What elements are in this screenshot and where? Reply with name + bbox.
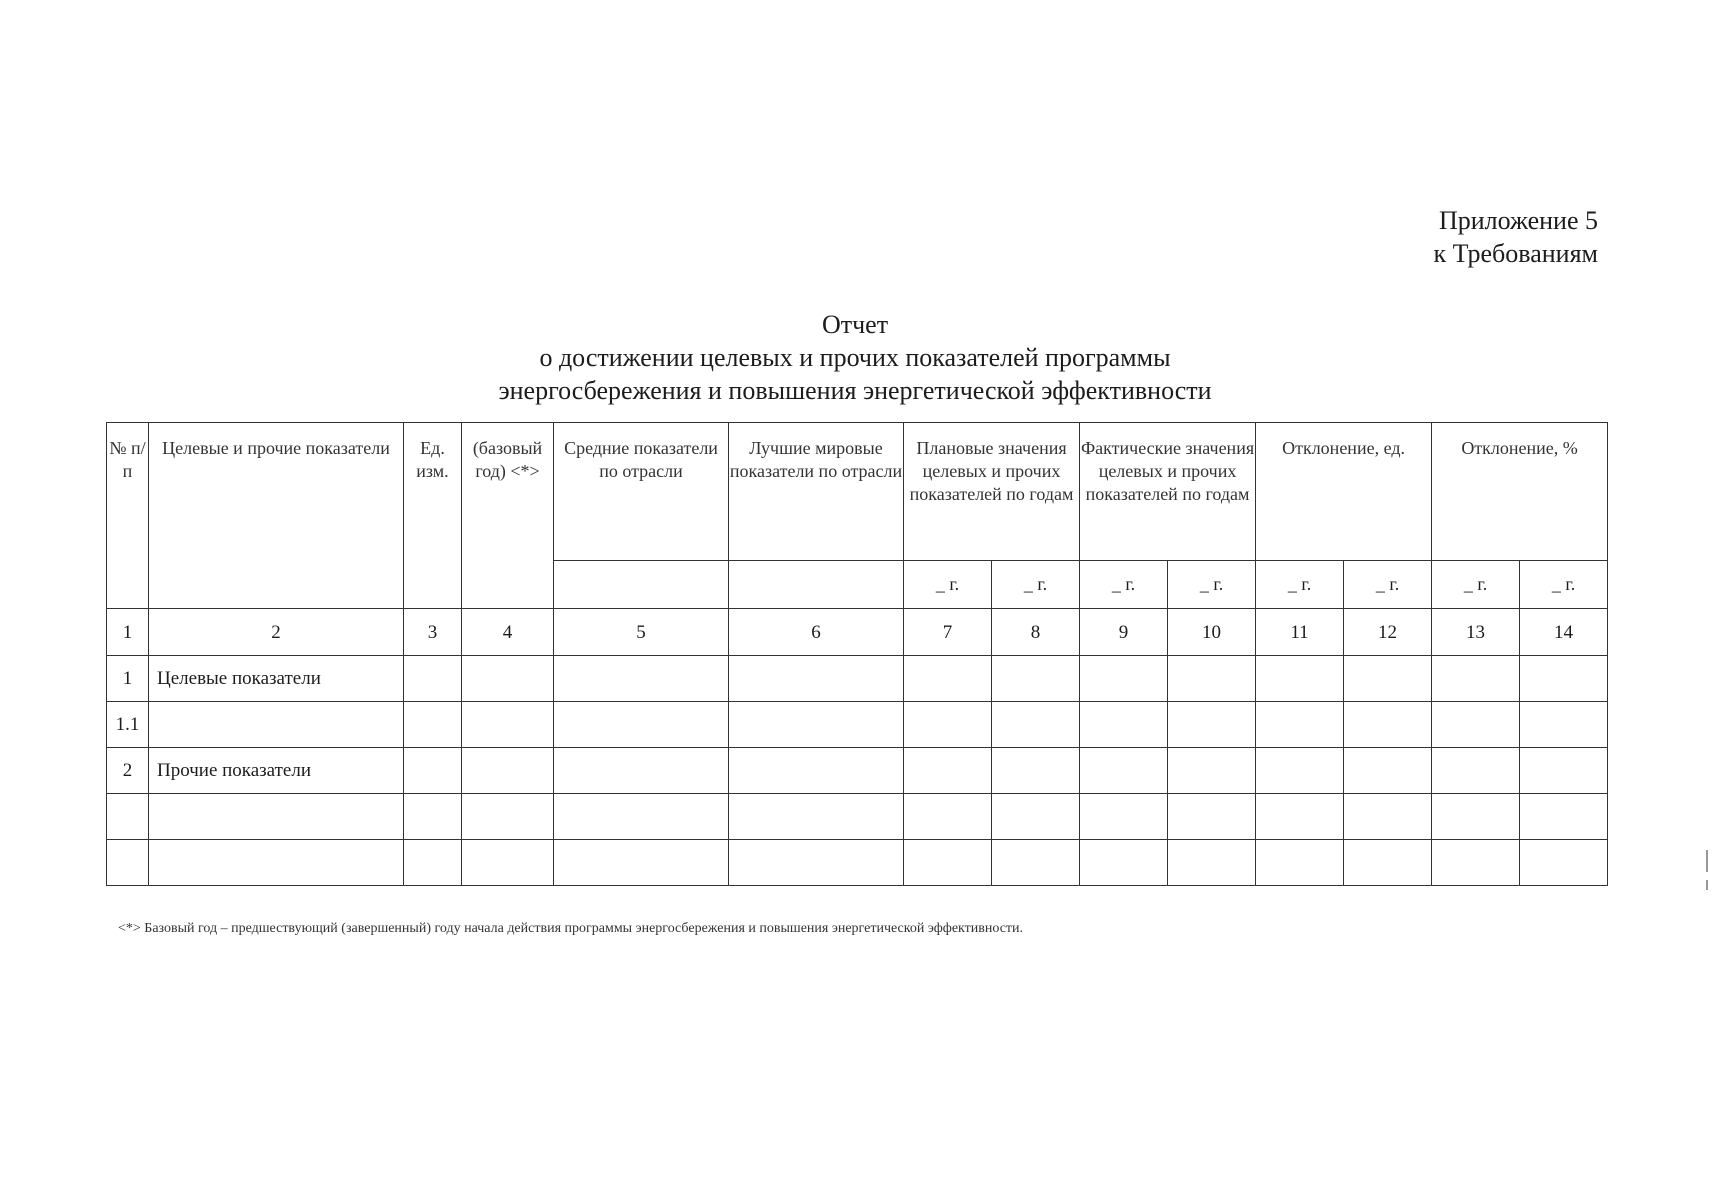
row-number: 1.1: [107, 702, 149, 748]
row-number: 2: [107, 748, 149, 794]
table-cell: [1080, 656, 1168, 702]
table-cell: [992, 840, 1080, 886]
footnote: <*> Базовый год – предшествующий (завершенный) году начала действия программы энергосбережения и повышения энергетической эффективности.: [118, 921, 1024, 936]
column-number: 10: [1168, 609, 1256, 656]
row-name: [149, 840, 404, 886]
table-cell: [992, 702, 1080, 748]
table-cell: [1520, 702, 1608, 748]
header-actual: Фактические значения целевых и прочих показателей по годам: [1080, 423, 1256, 561]
table-cell: [904, 656, 992, 702]
table-cell: [1256, 702, 1344, 748]
table-cell: [992, 656, 1080, 702]
table-cell: [1256, 794, 1344, 840]
header-row: [107, 423, 1608, 561]
table-cell: [1344, 702, 1432, 748]
table-cell: [1080, 702, 1168, 748]
table-cell: [904, 748, 992, 794]
header-deviation-percent: Отклонение, %: [1432, 423, 1608, 561]
column-number: 2: [149, 609, 404, 656]
table-cell: [729, 702, 904, 748]
table-row: [107, 748, 1608, 794]
table-cell: [462, 794, 554, 840]
row-number: [107, 794, 149, 840]
table-cell: [1256, 840, 1344, 886]
table-cell: [1432, 656, 1520, 702]
table-row: [107, 840, 1608, 886]
table-cell: [554, 794, 729, 840]
year-label: _ г.: [1344, 561, 1432, 609]
table-cell: [404, 702, 462, 748]
column-number: 7: [904, 609, 992, 656]
year-label: _ г.: [1080, 561, 1168, 609]
table-cell: [1344, 794, 1432, 840]
column-number: 8: [992, 609, 1080, 656]
table-row: [107, 794, 1608, 840]
report-table: [106, 422, 1608, 886]
scan-artifact: [1706, 880, 1708, 890]
table-cell: [462, 656, 554, 702]
column-number: 1: [107, 609, 149, 656]
table-cell: [1344, 748, 1432, 794]
table-cell: [1168, 656, 1256, 702]
year-label: _ г.: [1168, 561, 1256, 609]
table-cell: [1080, 794, 1168, 840]
table-cell: [1520, 840, 1608, 886]
title-line-2: о достижении целевых и прочих показателей программы: [539, 343, 1171, 372]
table-cell: [1256, 748, 1344, 794]
column-number: 6: [729, 609, 904, 656]
table-cell: [462, 748, 554, 794]
column-number: 13: [1432, 609, 1520, 656]
table-cell: [1080, 840, 1168, 886]
appendix-number: Приложение 5: [1438, 206, 1598, 235]
year-label: _ г.: [992, 561, 1080, 609]
column-number: 12: [1344, 609, 1432, 656]
table-cell: [729, 840, 904, 886]
table-cell: [1256, 656, 1344, 702]
appendix-label: [1433, 204, 1598, 270]
table-cell: [1344, 656, 1432, 702]
table-cell: [992, 794, 1080, 840]
table-cell: [1344, 840, 1432, 886]
header-indicators: Целевые и прочие показатели: [149, 423, 404, 609]
column-number: 11: [1256, 609, 1344, 656]
table-cell: [404, 748, 462, 794]
table-cell: [1168, 748, 1256, 794]
title-line-3: энергосбережения и повышения энергетической эффективности: [498, 376, 1212, 405]
year-cell-avg: [554, 561, 729, 609]
row-name: Целевые показатели: [149, 656, 404, 702]
table-cell: [404, 840, 462, 886]
table-cell: [1432, 794, 1520, 840]
year-label: _ г.: [1256, 561, 1344, 609]
table-cell: [1432, 748, 1520, 794]
header-base-year: (базовый год) <*>: [462, 423, 554, 609]
table-cell: [1080, 748, 1168, 794]
column-number: 14: [1520, 609, 1608, 656]
table-cell: [554, 656, 729, 702]
row-name: [149, 702, 404, 748]
table-cell: [462, 702, 554, 748]
row-name: Прочие показатели: [149, 748, 404, 794]
table-cell: [1168, 702, 1256, 748]
table-cell: [554, 840, 729, 886]
table-cell: [462, 840, 554, 886]
year-label: _ г.: [904, 561, 992, 609]
table-cell: [1520, 748, 1608, 794]
column-number-row: [107, 609, 1608, 656]
table-cell: [729, 794, 904, 840]
scan-artifact: [1706, 850, 1708, 872]
table-cell: [404, 656, 462, 702]
table-cell: [904, 840, 992, 886]
table-cell: [1520, 656, 1608, 702]
table-cell: [1432, 702, 1520, 748]
table-cell: [992, 748, 1080, 794]
table-cell: [904, 702, 992, 748]
appendix-reference: к Требованиям: [1433, 239, 1598, 268]
table-cell: [729, 748, 904, 794]
title-line-1: Отчет: [821, 310, 889, 339]
table-cell: [404, 794, 462, 840]
header-planned: Плановые значения целевых и прочих показателей по годам: [904, 423, 1080, 561]
header-unit: Ед. изм.: [404, 423, 462, 609]
row-name: [149, 794, 404, 840]
column-number: 5: [554, 609, 729, 656]
header-best-world: Лучшие мировые показатели по отрасли: [729, 423, 904, 561]
document-title: [420, 308, 1290, 407]
table-cell: [1520, 794, 1608, 840]
table-cell: [729, 656, 904, 702]
row-number: 1: [107, 656, 149, 702]
table-cell: [554, 748, 729, 794]
header-avg-industry: Средние показатели по отрасли: [554, 423, 729, 561]
table-cell: [1168, 840, 1256, 886]
table-cell: [904, 794, 992, 840]
column-number: 3: [404, 609, 462, 656]
table-cell: [1432, 840, 1520, 886]
row-number: [107, 840, 149, 886]
header-num: № п/п: [107, 423, 149, 609]
table-cell: [554, 702, 729, 748]
table-row: [107, 656, 1608, 702]
header-deviation-units: Отклонение, ед.: [1256, 423, 1432, 561]
column-number: 4: [462, 609, 554, 656]
column-number: 9: [1080, 609, 1168, 656]
year-label: _ г.: [1520, 561, 1608, 609]
table-row: [107, 702, 1608, 748]
table-cell: [1168, 794, 1256, 840]
year-cell-best: [729, 561, 904, 609]
year-label: _ г.: [1432, 561, 1520, 609]
